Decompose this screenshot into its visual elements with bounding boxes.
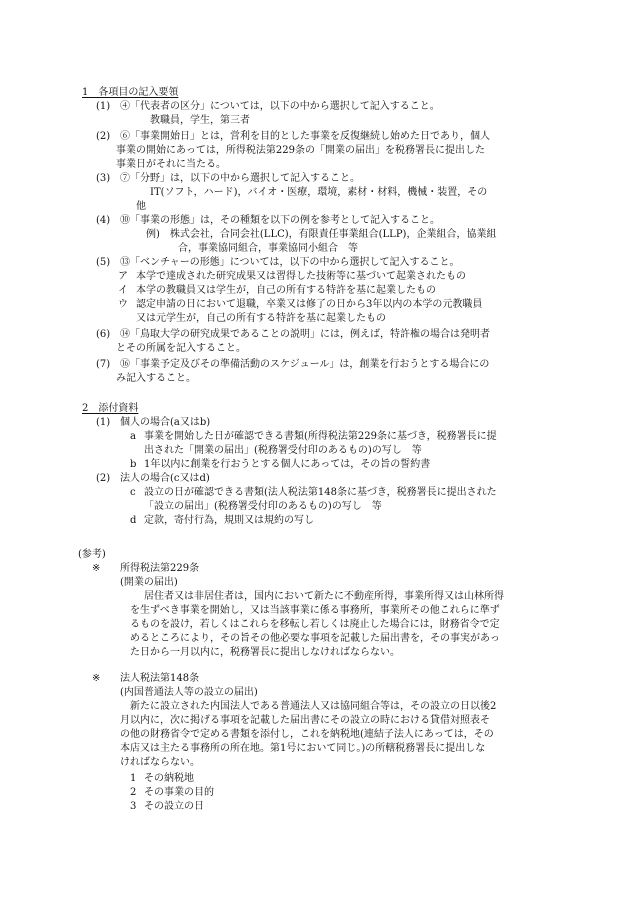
law1-subtitle: (開業の届出) <box>120 577 178 588</box>
item2-number: (2) <box>96 131 111 142</box>
attach1-sub-a-line1: 事業を開始した日が確認できる書類(所得税法第229条に基づき，税務署長に提 <box>144 431 497 442</box>
section1-heading: 1 各項目の記入要領 <box>82 87 179 98</box>
attach2-sub-d-text: 定款，寄付行為，規則又は規約の写し <box>144 515 314 526</box>
item6-number: (6) <box>96 329 111 340</box>
attach2-sub-c-line2: 「設立の届出」(税務署受付印のあるもの)の写し 等 <box>144 501 382 512</box>
law1-line4: めるところにより，その旨その他必要な事項を記載した届出書を，その事実があっ <box>130 633 500 644</box>
law2-mark: ※ <box>92 673 101 684</box>
item3-line1: ⑦「分野」は，以下の中から選択して記入すること。 <box>120 173 360 184</box>
item4-line1: ⑩「事業の形態」は，その種類を以下の例を参考として記入すること。 <box>120 215 440 226</box>
law2-enum2-number: 2 <box>130 787 137 798</box>
item5-number: (5) <box>96 257 111 268</box>
attach1-sub-a-line2: 出された「開業の届出」(税務署受付印のあるもの)の写し 等 <box>144 445 422 456</box>
law2-enum3-number: 3 <box>130 801 137 812</box>
law2-subtitle: (内国普通法人等の設立の届出) <box>120 687 258 698</box>
law1-line3: るものを設け，若しくはこれらを移転し若しくは廃止した場合には，財務省令で定 <box>130 619 500 630</box>
item5-option-u-mark: ウ <box>118 299 128 310</box>
law2-line2: 月以内に，次に掲げる事項を記載した届出書にその設立の時における貸借対照表そ <box>120 715 490 726</box>
law1-line2: を生ずべき事業を開始し，又は当該事業に係る事務所，事業所その他これらに準ず <box>130 605 500 616</box>
section2-heading: 2 添付資料 <box>82 403 139 414</box>
reference-heading: (参考) <box>78 549 106 560</box>
law1-mark: ※ <box>92 563 101 574</box>
law1-title: 所得税法第229条 <box>120 563 200 574</box>
law1-line1: 居住者又は非居住者は，国内において新たに不動産所得，事業所得又は山林所得 <box>144 591 504 602</box>
attach2-sub-c-line1: 設立の日が確認できる書類(法人税法第148条に基づき，税務署長に提出された <box>144 487 497 498</box>
item3-number: (3) <box>96 173 111 184</box>
law2-enum2-text: その事業の目的 <box>144 787 214 798</box>
attach1-sub-b-mark: b <box>130 459 137 470</box>
law2-line5: ければならない。 <box>120 757 200 768</box>
item1-line2: 教職員，学生，第三者 <box>150 115 250 126</box>
item6-line1: ⑭「鳥取大学の研究成果であることの説明」には，例えば，特許権の場合は発明者 <box>120 329 490 340</box>
attach1-sub-a-mark: a <box>130 431 136 442</box>
item1-line1: ④「代表者の区分」については，以下の中から選択して記入すること。 <box>120 101 440 112</box>
item5-line1: ⑬「ベンチャーの形態」については，以下の中から選択して記入すること。 <box>120 257 460 268</box>
law2-enum3-text: その設立の日 <box>144 801 204 812</box>
law2-enum1-text: その納税地 <box>144 773 194 784</box>
item5-option-a-mark: ア <box>118 271 128 282</box>
item1-number: (1) <box>96 101 111 112</box>
attach1-sub-b-text: 1年以内に創業を行おうとする個人にあっては，その旨の誓約書 <box>144 459 431 470</box>
item7-line1: ⑯「事業予定及びその準備活動のスケジュール」は，創業を行おうとする場合にの <box>120 359 490 370</box>
attach2-label: 法人の場合(c又はd) <box>120 473 210 484</box>
item3-line2: IT(ソフト，ハード)，バイオ・医療，環境，素材・材料，機械・装置，その <box>150 187 488 198</box>
attach2-number: (2) <box>96 473 111 484</box>
law2-line3: の他の財務省令で定める書類を添付し，これを納税地(連結子法人にあっては，その <box>120 729 494 740</box>
item7-number: (7) <box>96 359 111 370</box>
item5-option-u-line1: 認定申請の日において退職，卒業又は修了の日から3年以内の本学の元教職員 <box>136 299 483 310</box>
law2-line4: 本店又は主たる事務所の所在地。第1号において同じ。)の所轄税務署長に提出しな <box>120 743 486 754</box>
attach1-label: 個人の場合(a又はb) <box>120 417 211 428</box>
item5-option-i-mark: イ <box>118 285 128 296</box>
item5-option-u-line2: 又は元学生が，自己の所有する特許を基に起業したもの <box>136 313 386 324</box>
law2-title: 法人税法第148条 <box>120 673 200 684</box>
attach2-sub-d-mark: d <box>130 515 137 526</box>
item2-line1: ⑥「事業開始日」とは，営利を目的とした事業を反復継続し始めた日であり，個人 <box>120 131 490 142</box>
item3-line3: 他 <box>136 201 146 212</box>
item5-option-a-text: 本学で達成された研究成果又は習得した技術等に基づいて起業されたもの <box>136 271 466 282</box>
item4-line3: 合，事業協同組合，事業協同小組合 等 <box>178 243 358 254</box>
law2-line1: 新たに設立された内国法人である普通法人又は協同組合等は，その設立の日以後2 <box>130 701 497 712</box>
item4-line2: 例) 株式会社，合同会社(LLC)，有限責任事業組合(LLP)，企業組合，協業組 <box>146 229 497 240</box>
item6-line2: とその所属を記入すること。 <box>116 343 246 354</box>
item7-line2: み記入すること。 <box>116 373 196 384</box>
item4-number: (4) <box>96 215 111 226</box>
item2-line2: 事業の開始にあっては，所得税法第229条の「開業の届出」を税務署長に提出した <box>116 145 485 156</box>
law2-enum1-number: 1 <box>130 773 137 784</box>
item2-line3: 事業日がそれに当たる。 <box>116 159 226 170</box>
attach1-number: (1) <box>96 417 111 428</box>
law1-line5: た日から一月以内に，税務署長に提出しなければならない。 <box>130 647 400 658</box>
item5-option-i-text: 本学の教職員又は学生が，自己の所有する特許を基に起業したもの <box>136 285 436 296</box>
attach2-sub-c-mark: c <box>130 487 136 498</box>
